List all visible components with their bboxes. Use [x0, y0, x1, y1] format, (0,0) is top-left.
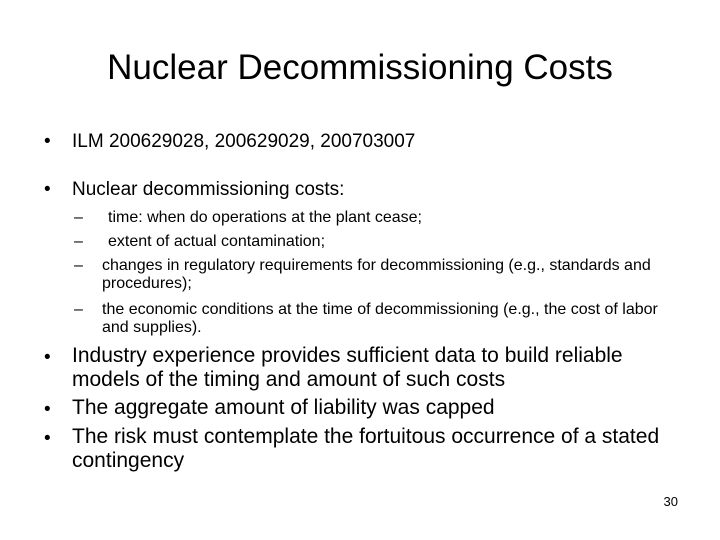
sub-bullet-item — [74, 233, 694, 253]
sub-bullet-item — [74, 301, 694, 341]
bullet-item — [44, 396, 684, 420]
page-number: 30 — [663, 494, 678, 509]
bullet-marker: • — [44, 428, 51, 449]
bullet-marker: • — [44, 179, 51, 200]
sub-bullet-text: extent of actual contamination; — [108, 233, 326, 250]
slide-title: Nuclear Decommissioning Costs — [107, 48, 613, 87]
bullet-item — [44, 130, 684, 154]
bullet-item — [44, 178, 684, 202]
dash-marker: – — [74, 301, 83, 318]
dash-marker: – — [74, 209, 83, 226]
sub-bullet-item — [74, 209, 694, 229]
bullet-marker: • — [44, 131, 51, 152]
sub-bullet-text: changes in regulatory requirements for decommissioning (e.g., standards and procedures); — [102, 257, 651, 292]
sub-bullet-item — [74, 257, 694, 297]
sub-bullet-text: the economic conditions at the time of decommissioning (e.g., the cost of labor and supplies). — [102, 301, 658, 336]
bullet-text: Industry experience provides sufficient data to build reliable models of the timing and amount of such costs — [72, 344, 623, 391]
bullet-text: Nuclear decommissioning costs: — [72, 179, 345, 200]
bullet-marker: • — [44, 347, 51, 368]
bullet-text: ILM 200629028, 200629029, 200703007 — [72, 131, 416, 152]
dash-marker: – — [74, 233, 83, 250]
bullet-text: The risk must contemplate the fortuitous occurrence of a stated contingency — [72, 425, 660, 472]
sub-bullet-text: time: when do operations at the plant cease; — [108, 209, 422, 226]
bullet-item — [44, 344, 684, 392]
dash-marker: – — [74, 257, 83, 274]
bullet-text: The aggregate amount of liability was capped — [72, 396, 495, 419]
bullet-item — [44, 425, 684, 473]
bullet-marker: • — [44, 399, 51, 420]
